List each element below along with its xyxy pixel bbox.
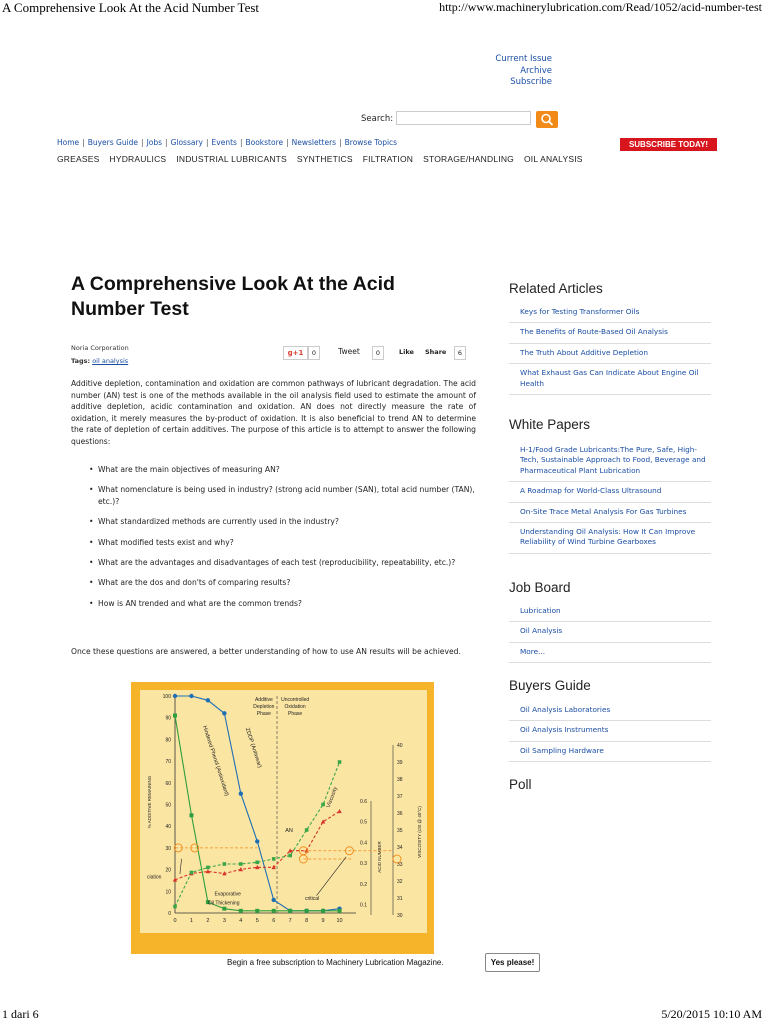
zddp-data-point — [272, 898, 276, 902]
nav-separator: | — [165, 138, 168, 147]
phenol-data-point — [239, 909, 243, 913]
viscosity-tick-label: 40 — [397, 743, 403, 749]
nav-industrial-lubricants[interactable]: INDUSTRIAL LUBRICANTS — [176, 154, 287, 164]
phenol-data-point — [222, 907, 226, 911]
list-item: • What are the dos and don'ts of comparing results? — [71, 577, 476, 588]
viscosity-data-point — [305, 828, 309, 832]
phenol-data-point — [272, 909, 276, 913]
viscosity-tick-label: 39 — [397, 760, 403, 766]
current-issue-link[interactable]: Current Issue — [495, 54, 552, 64]
article-outro: Once these questions are answered, a better understanding of how to use AN results will be achieved. — [71, 647, 461, 656]
nav-separator: | — [239, 138, 243, 147]
viscosity-tick-label: 38 — [397, 777, 403, 783]
phenol-series-line — [175, 716, 340, 911]
search-label: Search: — [361, 114, 394, 124]
phase-label: Phase — [288, 711, 303, 717]
nav-home[interactable]: Home — [57, 138, 80, 147]
x-tick-label: 8 — [305, 918, 309, 924]
article-tags — [71, 357, 128, 365]
list-item: • What are the advantages and disadvantages of each test (reproducibility, repeatability, etc.)? — [71, 557, 476, 568]
acid-number-axis-label: ACID NUMBER — [377, 841, 382, 873]
x-tick-label: 1 — [189, 918, 193, 924]
phase-label: Phase — [256, 711, 271, 717]
nav-separator: | — [286, 138, 289, 147]
search-icon — [536, 111, 558, 128]
nav-filtration[interactable]: FILTRATION — [362, 154, 414, 164]
list-item: • What standardized methods are currently used in the industry? — [71, 516, 476, 527]
article-author: Noria Corporation — [71, 344, 129, 352]
x-tick-label: 6 — [272, 918, 276, 924]
an-data-point — [321, 819, 325, 823]
nav-storage-handling[interactable]: STORAGE/HANDLING — [423, 154, 514, 164]
phenol-data-point — [338, 909, 342, 913]
nav-synthetics[interactable]: SYNTHETICS — [296, 154, 353, 164]
acid-number-tick-label: 0.1 — [360, 902, 367, 909]
acid-number-tick-label: 0.2 — [360, 881, 367, 888]
y-tick-label: 10 — [165, 889, 171, 896]
viscosity-data-point — [223, 862, 227, 866]
viscosity-tick-label: 34 — [397, 845, 403, 851]
tweet-count: 0 — [372, 346, 384, 360]
an-data-point — [337, 809, 341, 813]
category-nav — [57, 154, 593, 164]
an-data-point — [239, 867, 243, 871]
viscosity-data-point — [338, 760, 342, 764]
zddp-curve-label: ZDDP (Antiwear) — [243, 727, 263, 769]
archive-link[interactable]: Archive — [520, 65, 552, 76]
search-input[interactable] — [396, 111, 531, 125]
phase-label: Uncontrolled — [281, 697, 310, 703]
article-intro: Additive depletion, contamination and oxidation are common pathways of lubricant degradation. The acid number (AN) test is one of the methods available in the oil analysis field used to estimate the amount of additive depletion, acidic contamination and oxidation. AN does not directly measure the rate of oxidation, it merely measures the by-product of oxidation. It is also beneficial to trend AN to determine the rate of depletion of certain additives. The purpose of this article is to attempt to answer the following questions: — [71, 379, 476, 446]
phase-label: Additive — [254, 697, 273, 703]
y-tick-label: 90 — [165, 715, 171, 722]
nav-events[interactable]: Events — [211, 138, 237, 147]
y-tick-label: 50 — [165, 802, 171, 809]
buyers-guide-link[interactable]: Oil Analysis Instruments — [509, 721, 711, 741]
viscosity-axis-label: VISCOSITY (cSt @ 40°C) — [417, 806, 422, 858]
nav-jobs[interactable]: Jobs — [146, 138, 163, 147]
viscosity-tick-label: 35 — [397, 828, 403, 834]
annotation-arrow — [180, 859, 182, 874]
buyers-guide-link[interactable]: Oil Analysis Laboratories — [509, 701, 711, 721]
viscosity-data-point — [272, 857, 276, 861]
zddp-data-point — [189, 694, 193, 698]
an-curve-label: AN — [285, 828, 293, 835]
related-articles-list — [509, 303, 711, 395]
acid-number-tick-label: 0.6 — [360, 799, 367, 805]
phenol-data-point — [305, 909, 309, 913]
x-tick-label: 2 — [206, 918, 210, 924]
buyers-guide-list — [509, 701, 711, 762]
print-timestamp: 5/20/2015 10:10 AM — [661, 1007, 762, 1021]
phenol-data-point — [321, 909, 325, 913]
nav-oil-analysis[interactable]: OIL ANALYSIS — [524, 154, 583, 164]
nav-buyers-guide[interactable]: Buyers Guide — [87, 138, 139, 147]
x-tick-label: 10 — [336, 918, 343, 924]
x-tick-label: 4 — [239, 918, 243, 924]
acid-number-tick-label: 0.3 — [360, 861, 367, 868]
page-url: http://www.machinerylubrication.com/Read/1052/acid-number-test — [439, 0, 762, 14]
y-tick-label: 30 — [165, 845, 171, 852]
like-button[interactable]: Like — [399, 348, 414, 356]
page-counter: 1 dari 6 — [2, 1007, 39, 1021]
y-tick-label: 100 — [162, 694, 171, 700]
viscosity-tick-label: 36 — [397, 811, 403, 817]
phenol-data-point — [255, 909, 259, 913]
viscosity-curve-label: Viscosity — [325, 786, 339, 809]
phenol-data-point — [288, 909, 292, 913]
viscosity-data-point — [288, 854, 292, 858]
acid-number-tick-label: 0.5 — [360, 819, 367, 826]
list-item: • What are the main objectives of measuring AN? — [71, 464, 476, 475]
white-paper-link[interactable]: A Roadmap for World-Class Ultrasound — [509, 482, 711, 502]
viscosity-data-point — [173, 905, 177, 909]
poll-heading: Poll — [509, 777, 532, 792]
viscosity-tick-label: 30 — [397, 913, 403, 919]
annotation-label: ciation — [147, 874, 162, 881]
annotation-label: critical — [304, 895, 320, 902]
phenol-data-point — [189, 813, 193, 817]
google-plus-button[interactable]: g+1 — [283, 346, 308, 360]
phenol-data-point — [173, 714, 177, 718]
nav-glossary[interactable]: Glossary — [170, 138, 203, 147]
y-tick-label: 70 — [165, 759, 171, 766]
nav-separator: | — [141, 138, 144, 147]
subscribe-link[interactable]: Subscribe — [510, 77, 552, 87]
white-papers-list — [509, 441, 711, 554]
list-item: • What nomenclature is being used in industry? (strong acid number (SAN), total acid number (TAN), etc.)? — [71, 484, 476, 507]
zddp-series-line — [175, 696, 340, 911]
white-paper-link[interactable]: On-Site Trace Metal Analysis For Gas Turbines — [509, 503, 711, 523]
subscription-caption: Begin a free subscription to Machinery Lubrication Magazine. — [227, 958, 444, 967]
nav-bookstore[interactable]: Bookstore — [245, 138, 284, 147]
phase-label: Depletion — [253, 704, 275, 710]
y-tick-label: 20 — [165, 867, 171, 874]
phase-label: Oxidation — [284, 704, 306, 710]
y-tick-label: 60 — [165, 780, 171, 787]
nav-hydraulics[interactable]: HYDRAULICS — [109, 154, 167, 164]
nav-newsletters[interactable]: Newsletters — [291, 138, 337, 147]
x-tick-label: 7 — [288, 918, 292, 924]
subscribe-today-button[interactable]: SUBSCRIBE TODAY! — [620, 138, 717, 151]
y-tick-label: 0 — [168, 911, 171, 917]
white-paper-link[interactable]: H-1/Food Grade Lubricants:The Pure, Safe, High-Tech, Sustainable Approach to Food, Beverage and Pharmaceutical Plant Lubrication — [509, 441, 711, 482]
zddp-data-point — [222, 711, 226, 715]
left-axis-label: % ADDITIVE REMAINING — [147, 775, 152, 829]
article-title: A Comprehensive Look At the Acid Number Test — [71, 273, 395, 320]
viscosity-data-point — [206, 866, 210, 870]
viscosity-tick-label: 33 — [397, 862, 403, 868]
x-tick-label: 5 — [255, 918, 259, 924]
y-tick-label: 40 — [165, 824, 171, 831]
x-tick-label: 0 — [173, 918, 177, 924]
share-count: 6 — [454, 346, 466, 360]
list-item: • What modified tests exist and why? — [71, 537, 476, 548]
job-board-list — [509, 602, 711, 663]
annotation-arrow — [317, 857, 347, 896]
x-tick-label: 3 — [222, 918, 226, 924]
viscosity-series-line — [175, 762, 340, 907]
related-article-link[interactable]: What Exhaust Gas Can Indicate About Engine Oil Health — [509, 364, 711, 395]
annotation-label: Evaporative — [214, 891, 241, 898]
nav-separator: | — [82, 138, 85, 147]
viscosity-data-point — [190, 871, 194, 875]
buyers-guide-link[interactable]: Oil Sampling Hardware — [509, 742, 711, 762]
page-title-header: A Comprehensive Look At the Acid Number Test — [2, 0, 260, 15]
an-data-point — [272, 865, 276, 869]
share-button[interactable]: Share — [425, 348, 447, 356]
primary-nav — [57, 138, 397, 147]
job-more-link[interactable]: More... — [509, 643, 711, 663]
search-button[interactable] — [536, 111, 558, 128]
zddp-data-point — [173, 694, 177, 698]
viscosity-tick-label: 37 — [397, 794, 403, 800]
yes-please-button[interactable]: Yes please! — [485, 953, 540, 972]
phenol-curve-label: Hindered Phenol (Antioxidant) — [201, 725, 230, 797]
zddp-data-point — [239, 791, 243, 795]
viscosity-tick-label: 31 — [397, 896, 403, 902]
tweet-button[interactable]: Tweet — [338, 347, 360, 356]
job-board-heading: Job Board — [509, 580, 571, 595]
zddp-data-point — [206, 698, 210, 702]
white-papers-heading: White Papers — [509, 417, 591, 432]
related-article-link[interactable]: Keys for Testing Transformer Oils — [509, 303, 711, 323]
viscosity-tick-label: 32 — [397, 879, 403, 885]
acid-number-chart — [131, 682, 434, 954]
top-links — [495, 54, 552, 89]
related-article-link[interactable]: The Truth About Additive Depletion — [509, 344, 711, 364]
nav-separator: | — [206, 138, 209, 147]
viscosity-data-point — [255, 861, 259, 865]
nav-separator: | — [339, 138, 342, 147]
zddp-data-point — [255, 839, 259, 843]
x-tick-label: 9 — [321, 918, 325, 924]
question-list — [71, 464, 476, 618]
job-link[interactable]: Oil Analysis — [509, 622, 711, 642]
acid-number-tick-label: 0.4 — [360, 840, 367, 847]
viscosity-data-point — [239, 862, 243, 866]
white-paper-link[interactable]: Understanding Oil Analysis: How It Can Improve Reliability of Wind Turbine Gearboxes — [509, 523, 711, 554]
viscosity-data-point — [321, 803, 325, 807]
list-item: • How is AN trended and what are the common trends? — [71, 598, 476, 609]
google-plus-count: 0 — [308, 346, 320, 360]
related-articles-heading: Related Articles — [509, 281, 603, 296]
nav-browse-topics[interactable]: Browse Topics — [344, 138, 398, 147]
y-tick-label: 80 — [165, 737, 171, 744]
tag-link-oil-analysis[interactable]: oil analysis — [92, 357, 129, 365]
job-link[interactable]: Lubrication — [509, 602, 711, 622]
tags-label: Tags: — [71, 357, 91, 365]
related-article-link[interactable]: The Benefits of Route-Based Oil Analysis — [509, 323, 711, 343]
nav-greases[interactable]: GREASES — [57, 154, 100, 164]
buyers-guide-heading: Buyers Guide — [509, 678, 591, 693]
annotation-label: Oil Thickening — [207, 900, 240, 907]
